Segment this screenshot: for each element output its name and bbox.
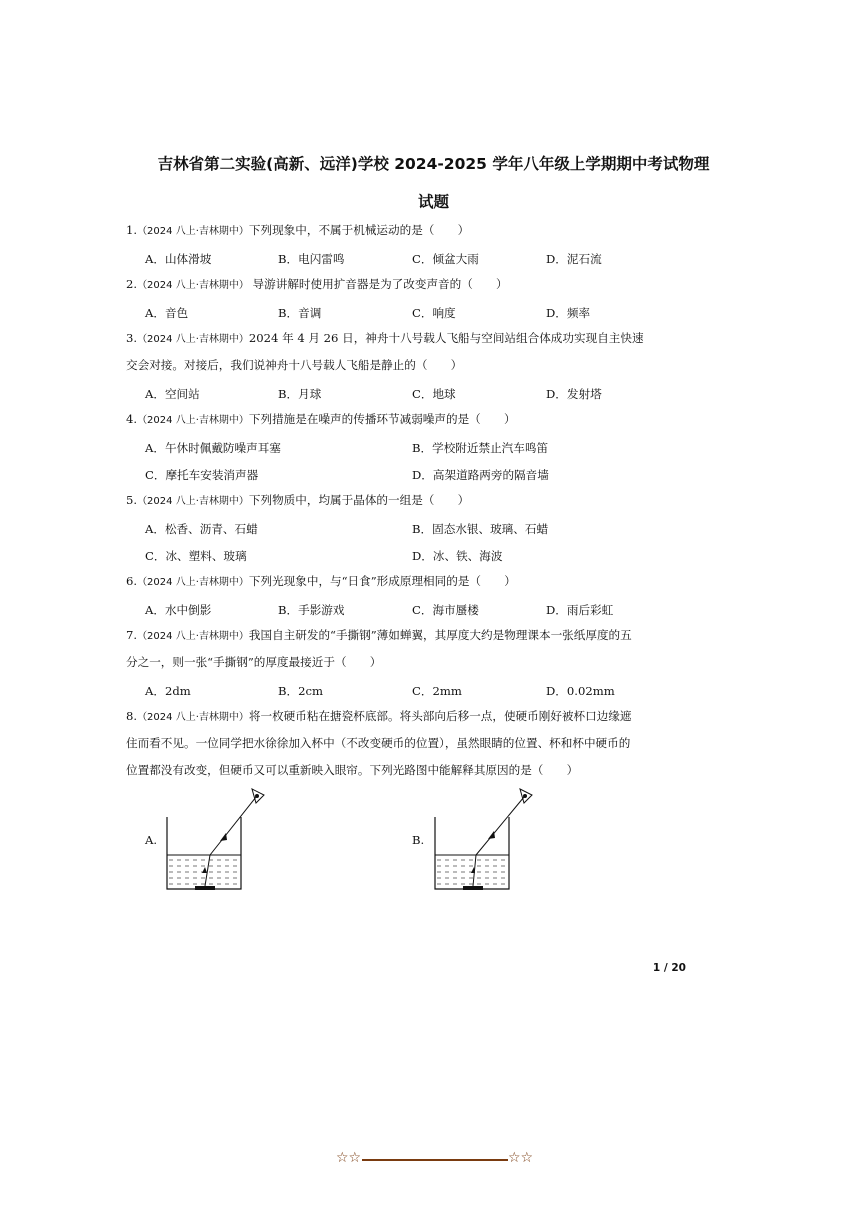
question-text: 下列物质中，均属于晶体的一组是（ ）	[248, 493, 470, 507]
question-text: 下列光现象中，与“日食”形成原理相同的是（ ）	[248, 574, 516, 588]
option-a: A．2dm	[145, 684, 191, 698]
question-number: 5.	[126, 493, 138, 507]
question-4	[126, 406, 686, 434]
question-6	[126, 568, 686, 596]
option-a: A．山体滑坡	[145, 252, 212, 266]
option-d: D．高架道路两旁的隔音墙	[412, 468, 549, 482]
option-a: A．午休时佩戴防噪声耳塞	[145, 441, 281, 455]
question-2	[126, 271, 686, 299]
question-source: （2024 八上·吉林期中）	[137, 712, 249, 723]
option-d: D．频率	[546, 306, 591, 320]
option-a: A．松香、沥青、石蜡	[145, 522, 258, 536]
option-c: C．地球	[412, 387, 456, 401]
option-d: D．泥石流	[546, 252, 602, 266]
question-3-text-continued: 交会对接。对接后，我们说神舟十八号载人飞船是静止的（ ）	[126, 358, 463, 372]
option-b: B．2cm	[278, 684, 323, 698]
question-text: 2024 年 4 月 26 日，神舟十八号载人飞船与空间站组合体成功实现自主快速	[248, 331, 644, 345]
option-a: A．空间站	[145, 387, 200, 401]
option-a: A．水中倒影	[145, 603, 212, 617]
question-text: 下列现象中，不属于机械运动的是（ ）	[248, 223, 470, 237]
question-number: 1.	[126, 223, 138, 237]
option-b: B．学校附近禁止汽车鸣笛	[412, 441, 549, 455]
question-source: （2024 八上·吉林期中）	[137, 631, 249, 642]
option-b: B．音调	[278, 306, 322, 320]
question-number: 7.	[126, 628, 138, 642]
question-1	[126, 217, 686, 245]
page-number: 1 / 20	[652, 962, 686, 974]
option-b: B．电闪雷鸣	[278, 252, 345, 266]
option-d: D．雨后彩虹	[546, 603, 614, 617]
question-source: （2024 八上·吉林期中）	[137, 334, 249, 345]
question-source: （2024 八上·吉林期中）	[137, 280, 249, 291]
footer-decoration	[336, 1150, 532, 1168]
question-source: （2024 八上·吉林期中）	[137, 496, 249, 507]
question-text: 导游讲解时使用扩音器是为了改变声音的（ ）	[248, 277, 508, 291]
document-title-line1: 吉林省第二实验(高新、远洋)学校 2024-2025 学年八年级上学期期中考试物理	[157, 155, 710, 173]
question-number: 6.	[126, 574, 138, 588]
document-title-line2: 试题	[417, 193, 449, 211]
question-8	[126, 703, 686, 731]
question-7	[126, 622, 686, 650]
question-5	[126, 487, 686, 515]
figure-b-light-path-diagram	[428, 785, 538, 895]
option-d: D．冰、铁、海波	[412, 549, 503, 563]
question-text: 将一枚硬币粘在搪瓷杯底部。将头部向后移一点，使硬币刚好被杯口边缘遮	[248, 709, 632, 723]
figure-a-light-path-diagram	[160, 785, 270, 895]
option-c: C．摩托车安装消声器	[145, 468, 259, 482]
option-b: B．月球	[278, 387, 322, 401]
question-text: 下列措施是在噪声的传播环节减弱噪声的是（ ）	[248, 412, 516, 426]
footer-stars-left: ☆☆	[336, 1150, 362, 1166]
option-d: D．0.02mm	[546, 684, 615, 698]
figure-b-label: B.	[412, 833, 425, 847]
question-8-text-continued: 住而看不见。一位同学把水徐徐加入杯中（不改变硬币的位置），虽然眼睛的位置、杯和杯中硬币的	[126, 736, 631, 750]
question-source: （2024 八上·吉林期中）	[137, 415, 249, 426]
question-7-text-continued: 分之一，则一张“手撕钢”的厚度最接近于（ ）	[126, 655, 382, 669]
option-b: B．手影游戏	[278, 603, 345, 617]
question-3	[126, 325, 686, 353]
option-c: C．冰、塑料、玻璃	[145, 549, 247, 563]
option-d: D．发射塔	[546, 387, 602, 401]
question-number: 8.	[126, 709, 138, 723]
footer-divider	[362, 1159, 508, 1161]
footer-stars-right: ☆☆	[508, 1150, 534, 1166]
figure-a-label: A.	[145, 833, 158, 847]
question-text: 我国自主研发的“手撕钢”薄如蝉翼，其厚度大约是物理课本一张纸厚度的五	[248, 628, 632, 642]
option-a: A．音色	[145, 306, 189, 320]
option-c: C．倾盆大雨	[412, 252, 479, 266]
question-8-text-continued-2: 位置都没有改变，但硬币又可以重新映入眼帘。下列光路图中能解释其原因的是（ ）	[126, 763, 579, 777]
option-c: C．响度	[412, 306, 456, 320]
question-number: 2.	[126, 277, 138, 291]
question-source: （2024 八上·吉林期中）	[137, 577, 249, 588]
question-source: （2024 八上·吉林期中）	[137, 226, 249, 237]
option-c: C．海市蜃楼	[412, 603, 479, 617]
option-c: C．2mm	[412, 684, 462, 698]
question-number: 3.	[126, 331, 138, 345]
option-b: B．固态水银、玻璃、石蜡	[412, 522, 549, 536]
question-number: 4.	[126, 412, 138, 426]
